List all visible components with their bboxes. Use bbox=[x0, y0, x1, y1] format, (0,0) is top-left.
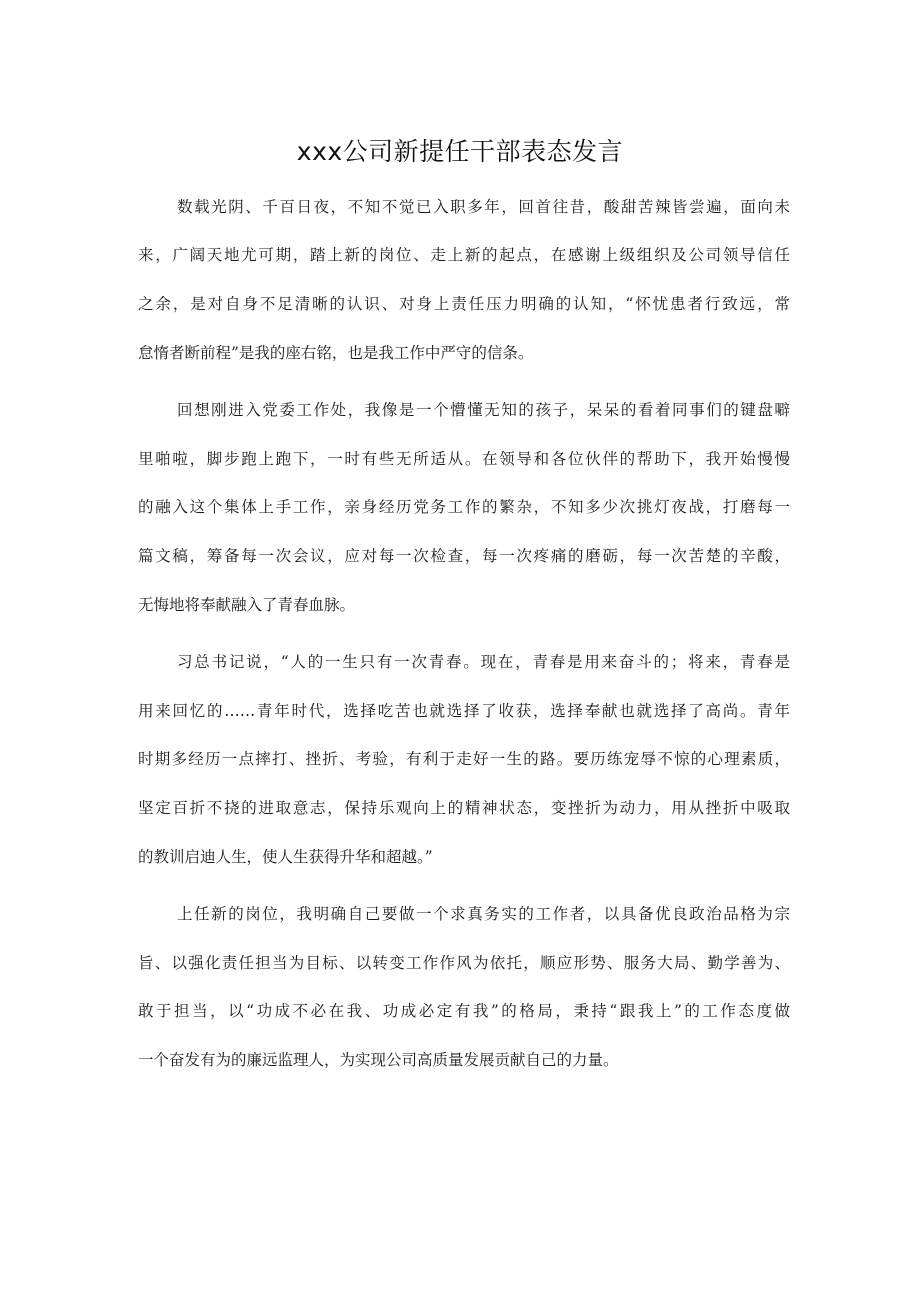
paragraph-line: 上任新的岗位，我明确自己要做一个求真务实的工作者，以具备优良政治品格为宗 bbox=[177, 905, 790, 923]
paragraph-line: 习总书记说，“人的一生只有一次青春。现在，青春是用来奋斗的；将来，青春是 bbox=[177, 653, 790, 671]
paragraph-line: 坚定百折不挠的进取意志，保持乐观向上的精神状态，变挫折为动力，用从挫折中吸取 bbox=[138, 799, 790, 817]
paragraph-line: 一个奋发有为的廉远监理人，为实现公司高质量发展贡献自己的力量。 bbox=[138, 1051, 619, 1069]
paragraph-line: 敢于担当，以“功成不必在我、功成必定有我”的格局，秉持“跟我上”的工作态度做 bbox=[138, 1002, 790, 1020]
paragraph-line: 数载光阴、千百日夜，不知不觉已入职多年，回首往昔，酸甜苦辣皆尝遍，面向未 bbox=[177, 198, 790, 216]
paragraph-line: 篇文稿，筹备每一次会议，应对每一次检查，每一次疼痛的磨砺，每一次苦楚的辛酸， bbox=[138, 547, 790, 565]
paragraph-line: 里啪啦，脚步跑上跑下，一时有些无所适从。在领导和各位伙伴的帮助下，我开始慢慢 bbox=[138, 450, 790, 468]
paragraph-line: 旨、以强化责任担当为目标、以转变工作作风为依托，顺应形势、服务大局、勤学善为、 bbox=[138, 954, 790, 972]
paragraph-line: 时期多经历一点摔打、挫折、考验，有利于走好一生的路。要历练宠辱不惊的心理素质， bbox=[138, 750, 790, 768]
paragraph-line: 回想刚进入党委工作处，我像是一个懵懂无知的孩子，呆呆的看着同事们的键盘噼 bbox=[177, 401, 790, 419]
paragraph-line: 用来回忆的……青年时代，选择吃苦也就选择了收获，选择奉献也就选择了高尚。青年 bbox=[138, 702, 790, 720]
document-title: xxx公司新提任干部表态发言 bbox=[296, 137, 624, 166]
paragraph-line: 的融入这个集体上手工作，亲身经历党务工作的繁杂，不知多少次挑灯夜战，打磨每一 bbox=[138, 498, 790, 516]
paragraph-line: 怠惰者断前程”是我的座右铭，也是我工作中严守的信条。 bbox=[138, 344, 534, 362]
paragraph-line: 的教训启迪人生，使人生获得升华和超越。” bbox=[138, 848, 433, 866]
paragraph-line: 之余，是对自身不足清晰的认识、对身上责任压力明确的认知，“怀忧患者行致远，常 bbox=[138, 295, 790, 313]
paragraph-line: 无悔地将奉献融入了青春血脉。 bbox=[138, 596, 356, 614]
paragraph-line: 来，广阔天地尤可期，踏上新的岗位、走上新的起点，在感谢上级组织及公司领导信任 bbox=[138, 246, 790, 264]
